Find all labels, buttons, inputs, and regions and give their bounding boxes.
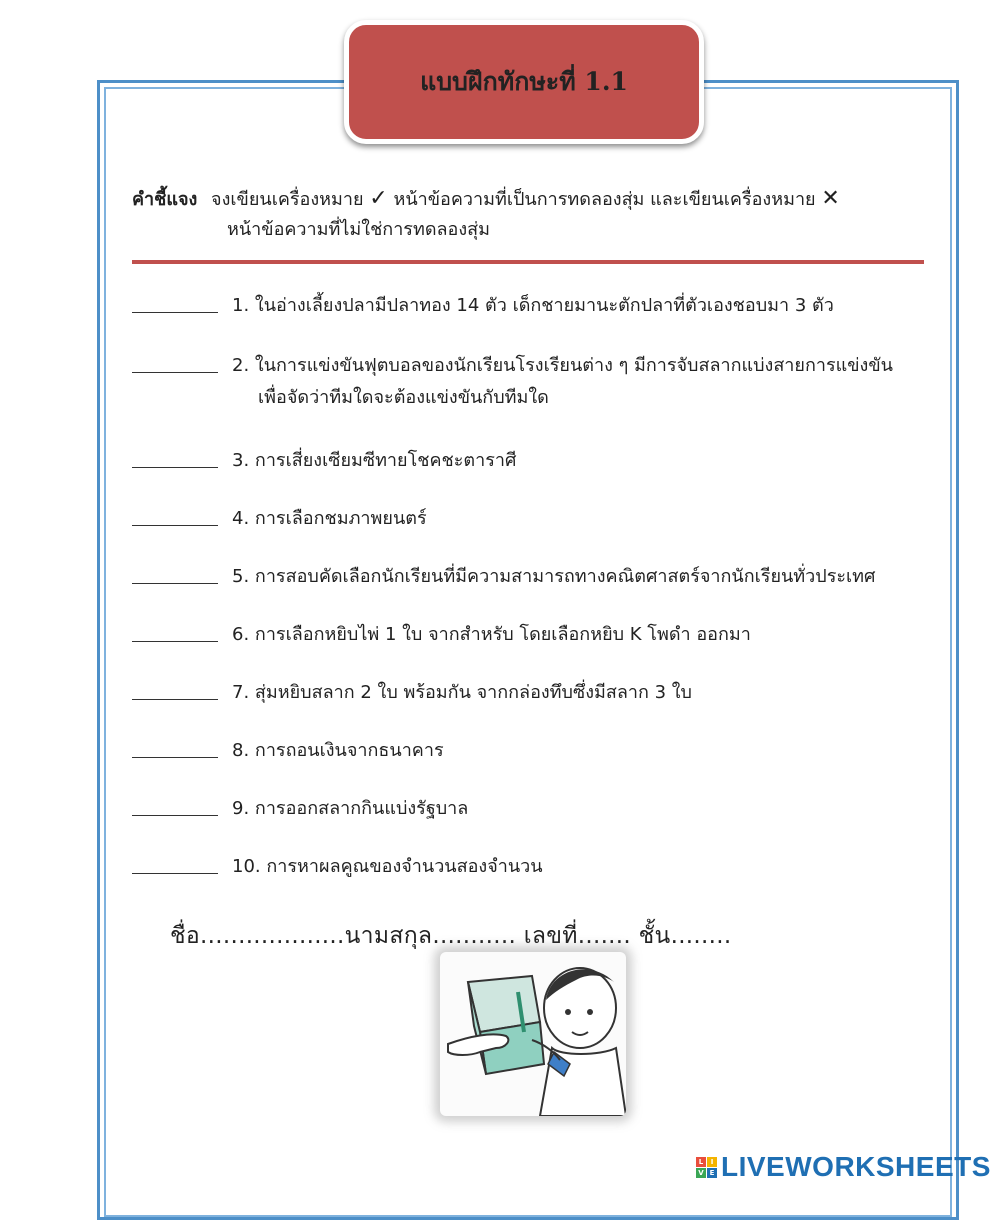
question-number: 2. [232,355,250,376]
question-text [232,793,942,825]
question-text [232,445,942,477]
answer-blank[interactable] [132,699,218,700]
question-statement: สุ่มหยิบสลาก 2 ใบ พร้อมกัน จากกล่องทึบซึ่งมีสลาก 3 ใบ [254,682,692,703]
question-number: 4. [232,508,250,529]
answer-blank[interactable] [132,641,218,642]
instructions-text-1: จงเขียนเครื่องหมาย [211,189,364,210]
surname-field[interactable]: ........... [432,923,517,949]
answer-blank[interactable] [132,525,218,526]
class-field[interactable]: ........ [670,923,732,949]
student-info-line [170,918,731,954]
child-with-box-icon [440,952,626,1116]
question-statement: ในการแข่งขันฟุตบอลของนักเรียนโรงเรียนต่าง ๆ มีการจับสลากแบ่งสายการแข่งขัน [254,355,893,376]
logo-letter-v: V [696,1168,706,1178]
question-statement: การเลือกชมภาพยนตร์ [254,508,427,529]
question-statement: ในอ่างเลี้ยงปลามีปลาทอง 14 ตัว เด็กชายมานะตักปลาที่ตัวเองชอบมา 3 ตัว [254,295,834,316]
question-statement: การหาผลคูณของจำนวนสองจำนวน [266,856,543,877]
logo-letter-e: E [707,1168,717,1178]
question-text [232,851,942,883]
question-statement-continued: เพื่อจัดว่าทีมใดจะต้องแข่งขันกับทีมใด [258,387,549,408]
check-mark-icon: ✓ [369,186,388,211]
cross-mark-icon: ✕ [821,186,840,211]
answer-blank[interactable] [132,583,218,584]
question-number: 3. [232,450,250,471]
instructions [132,184,932,245]
section-divider [132,260,924,264]
answer-blank[interactable] [132,873,218,874]
question-text [232,735,942,767]
question-number: 1. [232,295,250,316]
illustration-image [440,952,626,1116]
question-statement: การออกสลากกินแบ่งรัฐบาล [254,798,469,819]
question-text [232,350,942,414]
question-statement: การเสี่ยงเซียมซีทายโชคชะตาราศี [254,450,517,471]
name-label: ชื่อ [170,923,201,949]
question-number: 5. [232,566,250,587]
question-statement: การถอนเงินจากธนาคาร [254,740,444,761]
question-statement: การเลือกหยิบไพ่ 1 ใบ จากสำหรับ โดยเลือกหยิบ K โพดำ ออกมา [254,624,751,645]
question-statement: การสอบคัดเลือกนักเรียนที่มีความสามารถทางคณิตศาสตร์จากนักเรียนทั่วประเทศ [254,566,876,587]
logo-letter-i: I [707,1157,717,1167]
question-text [232,503,942,535]
question-text [232,619,942,651]
instructions-text-3: หน้าข้อความที่ไม่ใช่การทดลองสุ่ม [227,219,491,240]
worksheet-title: แบบฝึกทักษะที่ 1.1 [420,67,628,96]
answer-blank[interactable] [132,372,218,373]
instructions-label: คำชี้แจง [132,189,198,210]
question-number: 10. [232,856,261,877]
name-field[interactable]: ................... [200,923,345,949]
question-number: 6. [232,624,250,645]
surname-label: นามสกุล [344,923,433,949]
question-number: 8. [232,740,250,761]
answer-blank[interactable] [132,815,218,816]
answer-blank[interactable] [132,312,218,313]
number-field[interactable]: ....... [577,923,632,949]
brand-name: LIVEWORKSHEETS [721,1151,991,1182]
question-number: 9. [232,798,250,819]
logo-letter-l: L [696,1157,706,1167]
liveworksheets-mark-icon [696,1157,717,1178]
answer-blank[interactable] [132,467,218,468]
class-label: ชั้น [638,923,671,949]
title-banner [344,20,704,144]
question-number: 7. [232,682,250,703]
question-text [232,677,942,709]
liveworksheets-logo [696,1152,991,1182]
question-text [232,290,942,322]
instructions-text-2: หน้าข้อความที่เป็นการทดลองสุ่ม และเขียนเครื่องหมาย [393,189,816,210]
answer-blank[interactable] [132,757,218,758]
number-label: เลขที่ [523,923,578,949]
question-text [232,561,942,593]
